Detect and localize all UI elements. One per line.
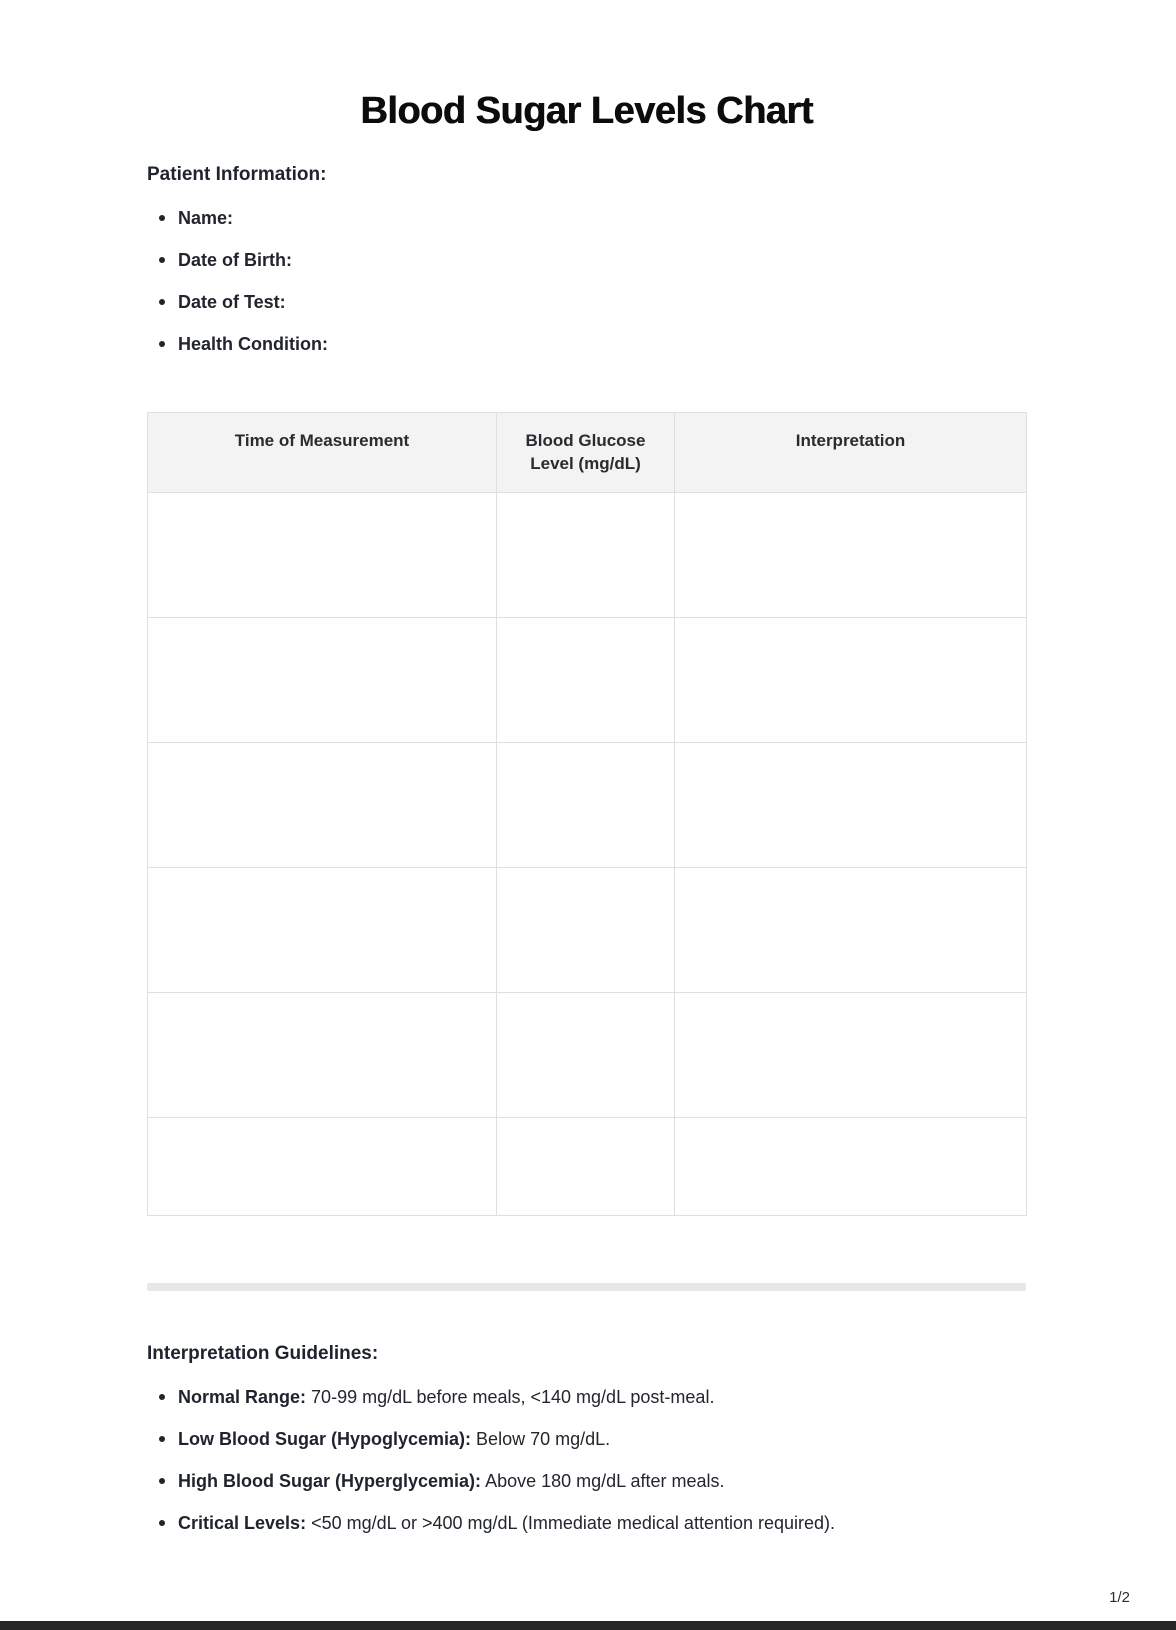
patient-field-label: Health Condition:: [178, 334, 328, 354]
bullet-icon: [159, 257, 165, 263]
column-header-time: Time of Measurement: [148, 413, 497, 493]
patient-field-label: Name:: [178, 208, 234, 228]
table-row: [148, 743, 1027, 868]
guideline-text: <50 mg/dL or >400 mg/dL (Immediate medical attention required).: [311, 1513, 836, 1533]
guideline-label: Critical Levels:: [178, 1513, 307, 1533]
table-cell: [675, 868, 1027, 993]
table-cell: [148, 493, 497, 618]
patient-info-list: [147, 208, 1026, 354]
guideline-normal-range: [147, 1387, 1026, 1407]
table-cell: [148, 743, 497, 868]
table-cell: [497, 743, 675, 868]
section-divider: [147, 1283, 1026, 1291]
patient-info-heading: Patient Information:: [147, 164, 327, 185]
page-number: 1/2: [1109, 1589, 1130, 1606]
blood-sugar-table: [147, 412, 1027, 1216]
table-cell: [675, 493, 1027, 618]
table-row: [148, 868, 1027, 993]
bullet-icon: [159, 215, 165, 221]
bullet-icon: [159, 1520, 165, 1526]
table-cell: [497, 868, 675, 993]
bullet-icon: [159, 1436, 165, 1442]
table-header: [148, 413, 1027, 493]
guideline-text: Above 180 mg/dL after meals.: [485, 1471, 725, 1491]
bullet-icon: [159, 1478, 165, 1484]
measurements-table-body: [148, 493, 1027, 1216]
patient-field-label: Date of Birth:: [178, 250, 292, 270]
patient-field-test-date: [147, 292, 1026, 312]
patient-field-health-condition: [147, 334, 1026, 354]
bullet-icon: [159, 1394, 165, 1400]
column-header-glucose-level: Blood Glucose Level (mg/dL): [497, 413, 675, 493]
guideline-low-blood-sugar: [147, 1429, 1026, 1449]
guideline-label: Normal Range:: [178, 1387, 307, 1407]
table-cell: [675, 1118, 1027, 1216]
table-cell: [148, 1118, 497, 1216]
table-cell: [497, 993, 675, 1118]
guideline-high-blood-sugar: [147, 1471, 1026, 1491]
guideline-text: 70-99 mg/dL before meals, <140 mg/dL post-meal.: [311, 1387, 715, 1407]
guideline-text: Below 70 mg/dL.: [476, 1429, 611, 1449]
table-cell: [675, 743, 1027, 868]
table-cell: [148, 868, 497, 993]
guidelines-heading: Interpretation Guidelines:: [147, 1343, 379, 1364]
table-cell: [497, 493, 675, 618]
table-cell: [675, 993, 1027, 1118]
patient-field-name: [147, 208, 1026, 228]
guidelines-list: [147, 1387, 1026, 1533]
guideline-critical-levels: [147, 1513, 1026, 1533]
bullet-icon: [159, 341, 165, 347]
guideline-label: Low Blood Sugar (Hypoglycemia):: [178, 1429, 472, 1449]
patient-field-dob: [147, 250, 1026, 270]
table-row: [148, 618, 1027, 743]
table-cell: [148, 993, 497, 1118]
patient-field-label: Date of Test:: [178, 292, 286, 312]
table-header-row: [148, 413, 1027, 493]
document-page: [147, 0, 1026, 1533]
table-cell: [675, 618, 1027, 743]
table-row: [148, 1118, 1027, 1216]
column-header-interpretation: Interpretation: [675, 413, 1027, 493]
guideline-label: High Blood Sugar (Hyperglycemia):: [178, 1471, 482, 1491]
bullet-icon: [159, 299, 165, 305]
table-row: [148, 493, 1027, 618]
bottom-bar: [0, 1621, 1176, 1630]
table-cell: [148, 618, 497, 743]
table-cell: [497, 618, 675, 743]
page-title: Blood Sugar Levels Chart: [360, 90, 813, 132]
table-cell: [497, 1118, 675, 1216]
table-row: [148, 993, 1027, 1118]
